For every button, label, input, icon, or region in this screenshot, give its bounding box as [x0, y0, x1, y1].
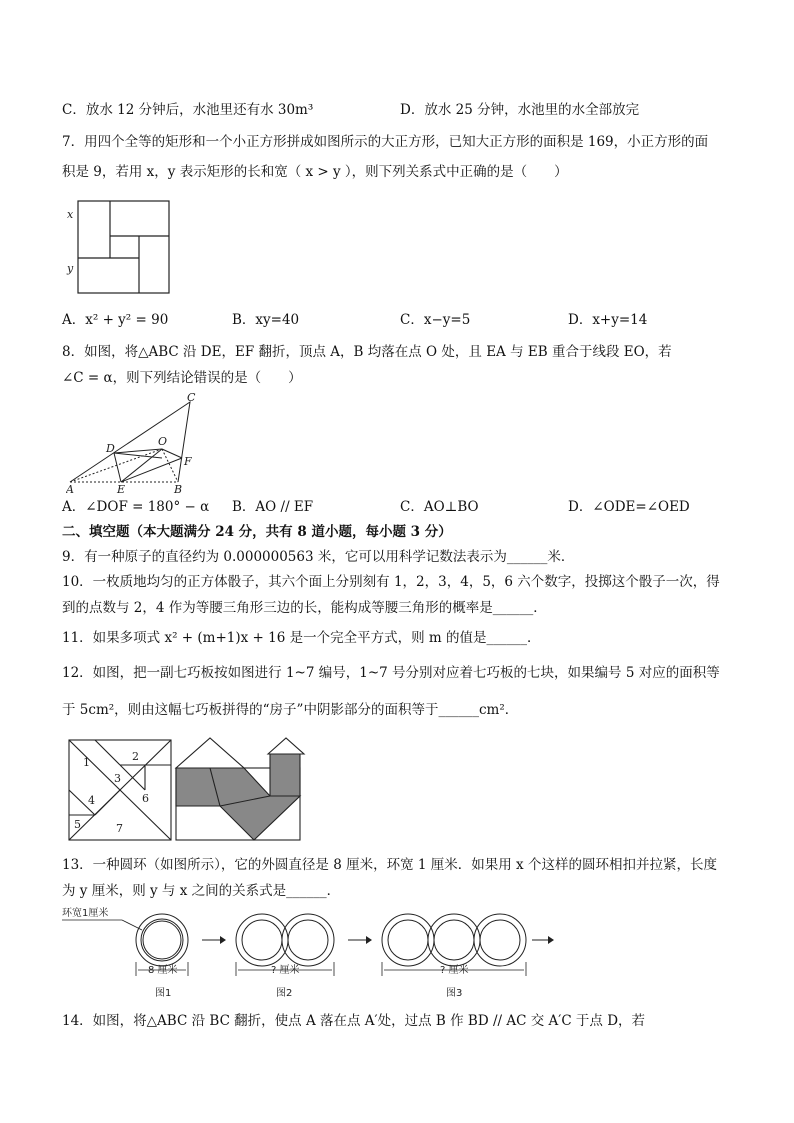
q10-stem-line1: 10．一枚质地均匀的正方体骰子，其六个面上分别刻有 1，2，3，4，5，6 六个数字，投掷这个骰子一次，得: [62, 574, 720, 590]
q12-tangram-figure: [66, 736, 176, 844]
q12-tangram-num-1: 1: [83, 756, 90, 769]
q12-house-figure: [174, 734, 306, 844]
q13-caption-2: 图2: [276, 988, 293, 999]
q13-stem-line2: 为 y 厘米，则 y 与 x 之间的关系式是______．: [62, 883, 341, 899]
q14-stem-line1: 14．如图，将△ABC 沿 BC 翻折，使点 A 落在点 A′处，过点 B 作 BD // AC 交 A′C 于点 D，若: [62, 1013, 646, 1029]
q12-tangram-num-5: 5: [74, 818, 81, 831]
q12-tangram-num-2: 2: [132, 750, 139, 763]
q12-tangram-num-7: 7: [116, 822, 123, 835]
q13-stem-line1: 13．一种圆环（如图所示），它的外圆直径是 8 厘米，环宽 1 厘米．如果用 x 个这样的圆环相扣并拉紧，长度: [62, 857, 717, 873]
q8-option-b: B．AO // EF: [232, 499, 314, 515]
q7-stem-line1: 7．用四个全等的矩形和一个小正方形拼成如图所示的大正方形，已知大正方形的面积是 169，小正方形的面: [62, 134, 709, 150]
q8-fig-label-d: D: [106, 442, 115, 455]
q8-fig-label-o: O: [158, 435, 168, 448]
q12-tangram-num-4: 4: [88, 794, 95, 807]
q8-fig-label-c: C: [187, 392, 196, 404]
q7-option-a: A．x² + y² = 90: [62, 312, 169, 328]
q13-dim-label-2: ? 厘米: [271, 965, 300, 976]
q6-option-c: C．放水 12 分钟后，水池里还有水 30m³: [62, 102, 314, 118]
q13-rings-figure: [60, 902, 560, 1002]
q12-tangram-num-3: 3: [114, 772, 121, 785]
q7-stem-line2: 积是 9，若用 x，y 表示矩形的长和宽（ x > y ），则下列关系式中正确的是（ ）: [62, 164, 568, 180]
q8-fig-label-f: F: [184, 455, 192, 468]
q8-option-d: D．∠ODE=∠OED: [568, 499, 690, 515]
q7-option-b: B．xy=40: [232, 312, 300, 328]
q8-stem-line2: ∠C = α，则下列结论错误的是（ ）: [62, 370, 302, 386]
q7-option-d: D．x+y=14: [568, 312, 648, 328]
q10-stem-line2: 到的点数与 2，4 作为等腰三角形三边的长，能构成等腰三角形的概率是______．: [62, 600, 547, 616]
q13-ring-width-label: 环宽1厘米: [62, 908, 109, 919]
q11-stem: 11．如果多项式 x² + (m+1)x + 16 是一个完全平方式，则 m 的值是______．: [62, 630, 541, 646]
q8-figure: [66, 392, 206, 496]
q8-fig-label-b: B: [174, 483, 183, 496]
q8-stem-line1: 8．如图，将△ABC 沿 DE，EF 翻折，顶点 A，B 均落在点 O 处，且 EA 与 EB 重合于线段 EO，若: [62, 344, 672, 360]
q12-stem-line2: 于 5cm²，则由这幅七巧板拼得的“房子”中阴影部分的面积等于______cm²．: [62, 702, 519, 718]
q6-option-d: D．放水 25 分钟，水池里的水全部放完: [400, 102, 640, 118]
q13-dim-label-1: 8 厘米: [148, 965, 178, 976]
q13-caption-3: 图3: [446, 988, 463, 999]
q8-option-c: C．AO⊥BO: [400, 499, 479, 515]
q8-fig-label-e: E: [117, 483, 126, 496]
q7-fig-label-x: x: [67, 208, 74, 221]
q12-tangram-num-6: 6: [142, 792, 149, 805]
q8-fig-label-a: A: [66, 483, 74, 496]
q13-caption-1: 图1: [155, 988, 172, 999]
q8-option-a: A．∠DOF = 180° − α: [62, 499, 210, 515]
section-fill-in-heading: 二、填空题（本大题满分 24 分，共有 8 道小题，每小题 3 分）: [62, 524, 452, 540]
q7-fig-label-y: y: [67, 262, 74, 275]
q9-stem: 9．有一种原子的直径约为 0.000000563 米，它可以用科学记数法表示为______米．: [62, 549, 575, 565]
q13-dim-label-3: ? 厘米: [440, 965, 469, 976]
q7-option-c: C．x−y=5: [400, 312, 471, 328]
q12-stem-line1: 12．如图，把一副七巧板按如图进行 1~7 编号，1~7 号分别对应着七巧板的七块，如果编号 5 对应的面积等: [62, 665, 720, 681]
q7-figure: [60, 196, 172, 298]
